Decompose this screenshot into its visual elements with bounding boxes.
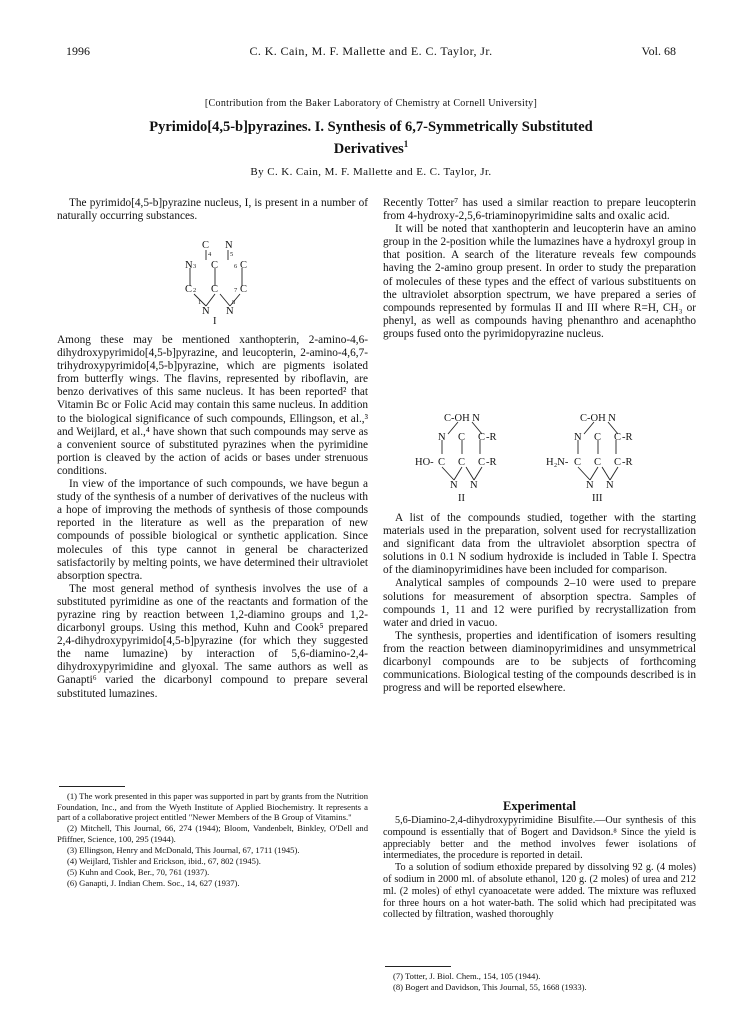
structure-III-left-substituent: H₂N-: [546, 457, 569, 468]
footnote: (6) Ganapti, J. Indian Chem. Soc., 14, 627 (1937).: [67, 878, 240, 889]
position-3: 3: [193, 263, 197, 270]
structure-II-top: C-OH N: [444, 413, 480, 424]
position-1: 1: [198, 299, 202, 306]
structure-III-top: C-OH N: [580, 413, 616, 424]
atom-N1: N: [202, 306, 210, 317]
atom: N: [586, 480, 594, 491]
left-column-body: [57, 334, 368, 701]
atom: C: [594, 432, 602, 443]
article-title: [80, 119, 662, 158]
byline: By C. K. Cain, M. F. Mallette and E. C. Taylor, Jr.: [250, 166, 492, 178]
atom-N-top: N: [225, 240, 233, 251]
structure-label-I: I: [213, 316, 217, 324]
paragraph: To a solution of sodium ethoxide prepared by dissolving 92 g. (4 moles) of sodium in 2000 ml. of absolute ethanol, 120 g. (2 moles) of urea and 212 ml. (2 moles) of ethyl cyanoacetate were added. The mixture was refluxed for three hours on a hot water-bath. The solid which had precipitated was collected by filtration, washed thoroughly: [383, 862, 696, 921]
position-8: 8: [232, 299, 236, 306]
atom-N8: N: [226, 306, 234, 317]
position-7: 7: [234, 287, 238, 294]
atom-C8a: C: [211, 284, 219, 295]
paragraph: It will be noted that xanthopterin and leucopterin have an amino group in the 2-position while the lumazines have a hydroxyl group in that position. A search of the literature reveals few compounds having the 2-amino group present. In order to study the preparation of molecules of these types and the effect of various substituents on the ultraviolet absorption spectrum, we have prepared a series of compounds represented by formulas II and III where R=H, CH₃ or phenyl, as well as compounds having phenanthro and acenaphtho groups fused onto the pyrimidopyrazine nucleus.: [383, 223, 696, 340]
footnote: (4) Weijlard, Tishler and Erickson, ibid., 67, 802 (1945).: [67, 856, 261, 867]
atom: C: [574, 457, 582, 468]
position-5: 5: [230, 251, 234, 258]
atom: C: [594, 457, 602, 468]
paragraph: 5,6-Diamino-2,4-dihydroxypyrimidine Bisulfite.—Our synthesis of this compound is essentially that of Bogert and Davidson.⁸ Since the yield is appreciably better and the method involves fewer isolations of intermediates, the procedure is reported in detail.: [383, 815, 696, 862]
atom: C: [478, 432, 486, 443]
atom-C-top: C: [202, 240, 210, 251]
structures-II-III-diagram: [400, 412, 690, 502]
atom-N3: N: [185, 260, 193, 271]
atom: N: [450, 480, 458, 491]
running-authors: C. K. Cain, M. F. Mallette and E. C. Taylor, Jr.: [249, 44, 493, 58]
paragraph: In view of the importance of such compounds, we have begun a study of the synthesis of a number of derivatives of the nucleus with a hope of improving the methods of synthesis of those compounds reported in the literature as well as the preparation of new compounds of possible biological or synthetic application. Since molecules of this type cannot in general be characterized satisfactorily by melting points, we have determined their ultraviolet absorption spectra.: [57, 478, 368, 582]
left-column-intro: [57, 197, 368, 223]
atom-C6: C: [240, 260, 248, 271]
experimental-body: [383, 815, 696, 921]
paragraph: The most general method of synthesis involves the use of a substituted pyrimidine as one of the reactants and formation of the pyrazine ring by reaction between 1,2-diamino groups and 1,2-dicarbonyl groups. Using this method, Kuhn and Cook⁵ prepared 2,4-dihydroxypyrimido[4,5-b]pyrazine (for which they suggested the name lumazine) by interaction of 5,6-diamino-2,4-dihydroxypyrimidine and glyoxal. The same authors as well as Ganapti⁶ varied the dicarbonyl compound to prepare several substituted lumazines.: [57, 582, 368, 700]
footnotes-right: [383, 971, 696, 993]
structure-II-r-bottom: -R: [486, 457, 497, 468]
footnote: (2) Mitchell, This Journal, 66, 274 (1944); Bloom, Vandenbelt, Binkley, O'Dell and Pfiffner, Science, 100, 295 (1944).: [57, 823, 368, 844]
footnote-rule: [59, 786, 125, 787]
atom: C: [438, 457, 446, 468]
experimental-heading: Experimental: [503, 799, 576, 813]
position-6: 6: [234, 263, 238, 270]
atom-C2: C: [185, 284, 193, 295]
atom: N: [606, 480, 614, 491]
paragraph: A list of the compounds studied, together with the starting materials used in the preparation, solvent used for recrystallization and significant data from the ultraviolet absorption spectra of solutions in 0.1 N sodium hydroxide is included in Table I. Spectra of the diaminopyrimidines have been included for comparison.: [383, 512, 696, 577]
structure-label-III: III: [592, 493, 603, 502]
paragraph: Among these may be mentioned xanthopterin, 2-amino-4,6-dihydroxypyrimido[4,5-b]pyrazine, and leucopterin, 2-amino-4,6,7-trihydroxypyrimido[4,5-b]pyrazine, which are pigments isolated from butterfly wings. The flavins, represented by riboflavin, are benzo derivatives of this same nucleus. It has been reported² that Vitamin Bc or Folic Acid may contain this same nucleus. In addition to the biological significance of such compounds, Ellingson, et al.,³ and Weijlard, et al.,⁴ have shown that such compounds may serve as a convenient source of substituted pyrazines when the pyrimidine portion is cleaved by the action of acids or bases under strenuous conditions.: [57, 334, 368, 477]
atom: C: [614, 457, 622, 468]
atom: C: [478, 457, 486, 468]
atom: C: [458, 457, 466, 468]
paragraph: The pyrimido[4,5-b]pyrazine nucleus, I, is present in a number of naturally occurring substances.: [57, 197, 368, 223]
paragraph: Analytical samples of compounds 2–10 were used to prepare solutions for measurement of absorption spectra. Samples of compounds 1, 11 and 12 were purified by recrystallization from water and dried in vacuo.: [383, 577, 696, 629]
footnote: (5) Kuhn and Cook, Ber., 70, 761 (1937).: [67, 867, 210, 878]
structure-III-r-bottom: -R: [622, 457, 633, 468]
right-column-mid: [383, 512, 696, 695]
paragraph: The synthesis, properties and identification of isomers resulting from the reaction between diaminopyrimidines and unsymmetrical dicarbonyl compounds are to be subjects of forthcoming communications. Biological testing of the compounds described is in progress and will be reported elsewhere.: [383, 629, 696, 695]
structure-I-diagram: [180, 238, 270, 324]
footnote-rule: [385, 966, 451, 967]
position-4: 4: [208, 251, 212, 258]
atom: N: [438, 432, 446, 443]
footnote: (3) Ellingson, Henry and McDonald, This Journal, 67, 1711 (1945).: [67, 844, 300, 855]
atom: C: [614, 432, 622, 443]
structure-II-r-top: -R: [486, 432, 497, 443]
footnote: (7) Totter, J. Biol. Chem., 154, 105 (1944).: [393, 971, 541, 981]
title-line-1: Pyrimido[4,5-b]pyrazines. I. Synthesis of 6,7-Symmetrically Substituted: [149, 119, 593, 135]
title-footnote-mark: 1: [403, 139, 409, 149]
title-line-2: Derivatives: [333, 140, 404, 157]
structure-label-II: II: [458, 493, 465, 502]
footnote: (8) Bogert and Davidson, This Journal, 55, 1668 (1933).: [393, 982, 587, 993]
position-2: 2: [193, 287, 197, 294]
atom-C7: C: [240, 284, 248, 295]
running-header: [66, 44, 676, 60]
atom: C: [458, 432, 466, 443]
structure-II-left-substituent: HO-: [415, 457, 434, 468]
atom-C4a: C: [211, 260, 219, 271]
footnotes-left: [57, 791, 368, 889]
atom: N: [470, 480, 478, 491]
atom: N: [574, 432, 582, 443]
contribution-note: [Contribution from the Baker Laboratory of Chemistry at Cornell University]: [204, 98, 538, 109]
right-column-top: [383, 197, 696, 341]
volume-label: Vol. 68: [641, 44, 676, 58]
structure-III-r-top: -R: [622, 432, 633, 443]
footnote: (1) The work presented in this paper was supported in part by grants from the Nutrition Foundation, Inc., and from the Wyeth Institute of Applied Biochemistry. It represents a part of a collaborative project entitled "Newer Members of the B Group of Vitamins.": [57, 791, 368, 823]
page-number: 1996: [66, 44, 90, 58]
paragraph: Recently Totter⁷ has used a similar reaction to prepare leucopterin from 4-hydroxy-2,5,6-triaminopyrimidine salts and oxalic acid.: [383, 197, 696, 223]
